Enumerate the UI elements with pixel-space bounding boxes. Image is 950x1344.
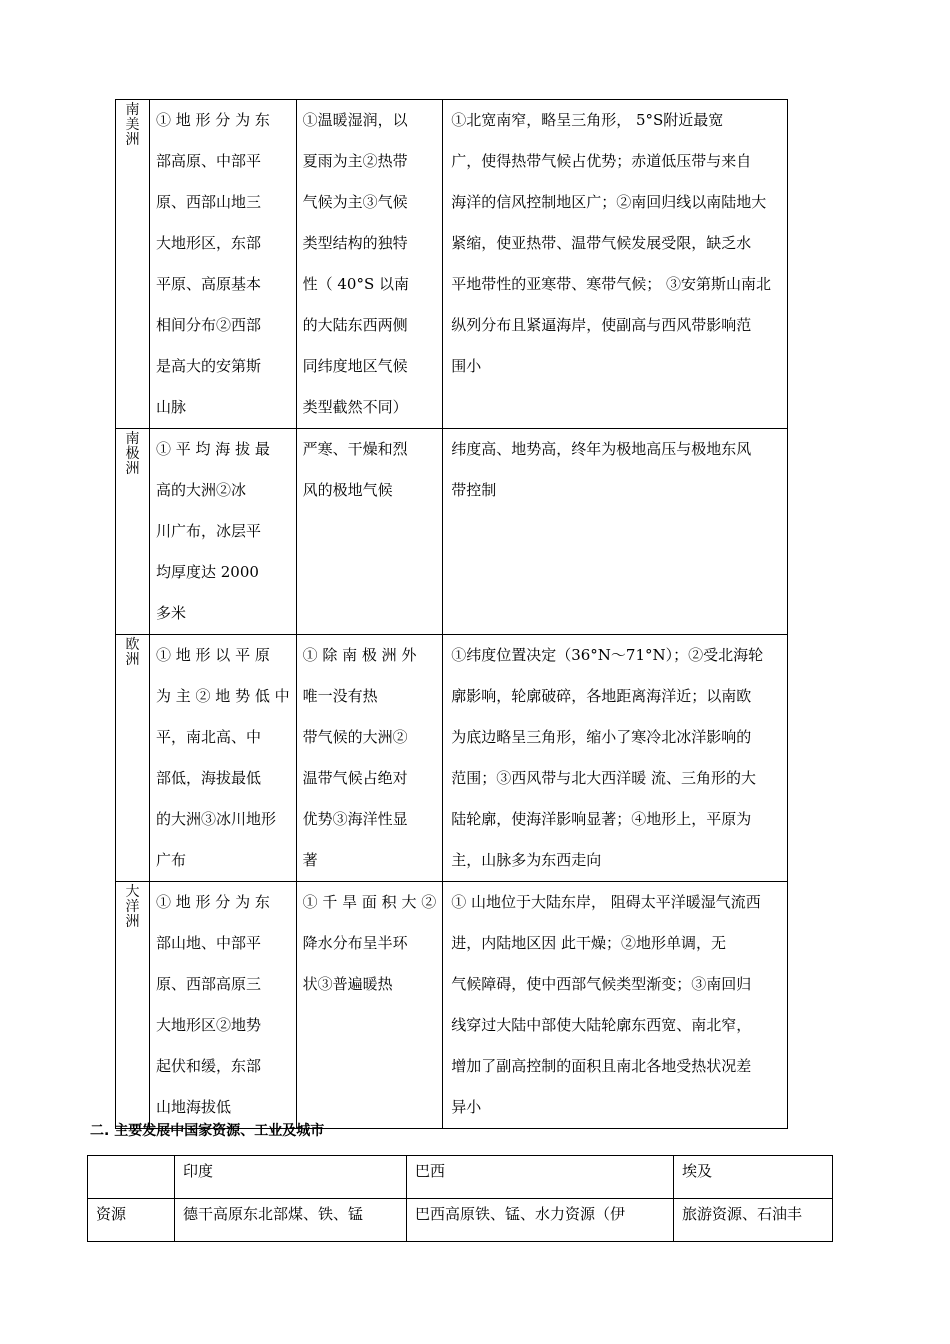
text-line: 带控制 (451, 481, 497, 499)
text-line: 部山地、中部平 (156, 934, 262, 952)
table-cell: 埃及 (674, 1156, 833, 1199)
text-line: 山脉 (156, 398, 187, 416)
text-line: 多米 (156, 604, 187, 622)
text-line: 增加了副高控制的面积且南北各地受热状况差 (451, 1057, 752, 1075)
text-line: 类型截然不同） (302, 398, 408, 416)
text-line: 紧缩，使亚热带、温带气候发展受限，缺乏水 (451, 234, 752, 252)
table-cell: 德干高原东北部煤、铁、锰 (175, 1199, 407, 1242)
climate-cell (296, 429, 443, 635)
climate-cell (296, 100, 443, 429)
continent-name (116, 635, 150, 882)
text-line: 平原、高原基本 (156, 275, 262, 293)
text-line: 同纬度地区气候 (302, 357, 408, 375)
text-line: 高的大洲②冰 (156, 481, 247, 499)
terrain-cell (150, 635, 297, 882)
terrain-cell (150, 100, 297, 429)
table-cell (88, 1156, 175, 1199)
terrain-cell (150, 429, 297, 635)
text-line: 异小 (451, 1098, 482, 1116)
continent-geography-table (115, 99, 788, 1129)
text-line: 进，内陆地区因 此干燥；②地形单调，无 (451, 934, 726, 952)
text-line: 围小 (451, 357, 482, 375)
section-heading: 二. 主要发展中国家资源、工业及城市 (90, 1123, 325, 1139)
continent-name-char: 美 (125, 117, 140, 133)
text-line: 纬度高、地势高，终年为极地高压与极地东风 (451, 440, 752, 458)
text-line: 主，山脉多为东西走向 (451, 851, 602, 869)
text-line: 陆轮廓，使海洋影响显著；④地形上，平原为 (451, 810, 752, 828)
continent-name-char: 大 (125, 884, 140, 900)
text-line: 线穿过大陆中部使大陆轮廓东西宽、南北窄， (451, 1016, 752, 1034)
continent-row (116, 100, 788, 429)
text-line: 夏雨为主②热带 (302, 152, 408, 170)
text-line: 部低，海拔最低 (156, 769, 262, 787)
text-line: 降水分布呈半环 (302, 934, 408, 952)
text-line: 唯一没有热 (302, 687, 378, 705)
continent-name-char: 洲 (125, 914, 140, 930)
continent-name (116, 429, 150, 635)
continent-name-char: 洲 (125, 461, 140, 477)
continent-row (116, 635, 788, 882)
text-line: 严寒、干燥和烈 (302, 440, 408, 458)
table-cell: 印度 (175, 1156, 407, 1199)
text-line: ①温暖湿润，以 (302, 111, 408, 129)
continent-name-char: 极 (125, 446, 140, 462)
text-line: 平地带性的亚寒带、寒带气候； ③安第斯山南北 (451, 275, 771, 293)
continent-name-char: 欧 (125, 637, 140, 653)
continent-name (116, 882, 150, 1129)
text-line: 性（ 40°S 以南 (302, 275, 410, 293)
text-line: 的大洲③冰川地形 (156, 810, 277, 828)
table-cell: 巴西 (407, 1156, 674, 1199)
text-line: 平，南北高、中 (156, 728, 262, 746)
text-line: 是高大的安第斯 (156, 357, 262, 375)
text-line: 优势③海洋性显 (302, 810, 408, 828)
climate-cell (296, 635, 443, 882)
text-line: 大地形区，东部 (156, 234, 262, 252)
text-line: 类型结构的独特 (302, 234, 408, 252)
text-line: 风的极地气候 (302, 481, 393, 499)
table-cell: 巴西高原铁、锰、水力资源（伊 (407, 1199, 674, 1242)
text-line: 广，使得热带气候占优势；赤道低压带与来自 (451, 152, 752, 170)
text-line: ① 除 南 极 洲 外 (302, 646, 417, 664)
continent-name-char: 洋 (125, 899, 140, 915)
text-line: ①北宽南窄，略呈三角形， 5°S附近最宽 (451, 111, 724, 129)
text-line: 气候障碍，使中西部气候类型渐变；③南回归 (451, 975, 752, 993)
reason-cell (443, 882, 788, 1129)
text-line: ① 平 均 海 拔 最 (156, 440, 270, 458)
continent-name-char: 南 (125, 102, 140, 118)
text-line: 状③普遍暖热 (302, 975, 393, 993)
text-line: ① 地 形 分 为 东 (156, 111, 270, 129)
text-line: 的大陆东西两侧 (302, 316, 408, 334)
text-line: 均厚度达 2000 (156, 563, 259, 581)
text-line: 纵列分布且紧逼海岸，使副高与西风带影响范 (451, 316, 752, 334)
text-line: 范围；③西风带与北大西洋暖 流、三角形的大 (451, 769, 756, 787)
text-line: 带气候的大洲② (302, 728, 408, 746)
continent-name-char: 南 (125, 431, 140, 447)
text-line: ① 千 旱 面 积 大 ② (302, 893, 437, 911)
text-line: 海洋的信风控制地区广；②南回归线以南陆地大 (451, 193, 767, 211)
continent-name-char: 洲 (125, 652, 140, 668)
text-line: ① 山地位于大陆东岸， 阻碍太平洋暖湿气流西 (451, 893, 761, 911)
continent-row (116, 429, 788, 635)
continent-name-char: 洲 (125, 132, 140, 148)
text-line: 为底边略呈三角形，缩小了寒冷北冰洋影响的 (451, 728, 752, 746)
reason-cell (443, 429, 788, 635)
text-line: 部高原、中部平 (156, 152, 262, 170)
text-line: 川广布，冰层平 (156, 522, 262, 540)
table-cell: 资源 (88, 1199, 175, 1242)
text-line: 大地形区②地势 (156, 1016, 262, 1034)
text-line: 著 (302, 851, 318, 869)
text-line: ①纬度位置决定（36°N～71°N）；②受北海轮 (451, 646, 764, 664)
text-line: 广布 (156, 851, 187, 869)
table-header-row (88, 1156, 833, 1199)
continent-name (116, 100, 150, 429)
text-line: 山地海拔低 (156, 1098, 232, 1116)
reason-cell (443, 635, 788, 882)
text-line: 起伏和缓，东部 (156, 1057, 262, 1075)
text-line: 为 主 ② 地 势 低 中 (156, 687, 290, 705)
text-line: 温带气候占绝对 (302, 769, 408, 787)
terrain-cell (150, 882, 297, 1129)
text-line: 原、西部高原三 (156, 975, 262, 993)
continent-row (116, 882, 788, 1129)
climate-cell (296, 882, 443, 1129)
developing-countries-table (87, 1155, 833, 1242)
text-line: ① 地 形 分 为 东 (156, 893, 270, 911)
text-line: 廓影响，轮廓破碎，各地距离海洋近；以南欧 (451, 687, 752, 705)
text-line: ① 地 形 以 平 原 (156, 646, 270, 664)
text-line: 原、西部山地三 (156, 193, 262, 211)
text-line: 相间分布②西部 (156, 316, 262, 334)
text-line: 气候为主③气候 (302, 193, 408, 211)
table-cell: 旅游资源、石油丰 (674, 1199, 833, 1242)
reason-cell (443, 100, 788, 429)
table-row (88, 1199, 833, 1242)
